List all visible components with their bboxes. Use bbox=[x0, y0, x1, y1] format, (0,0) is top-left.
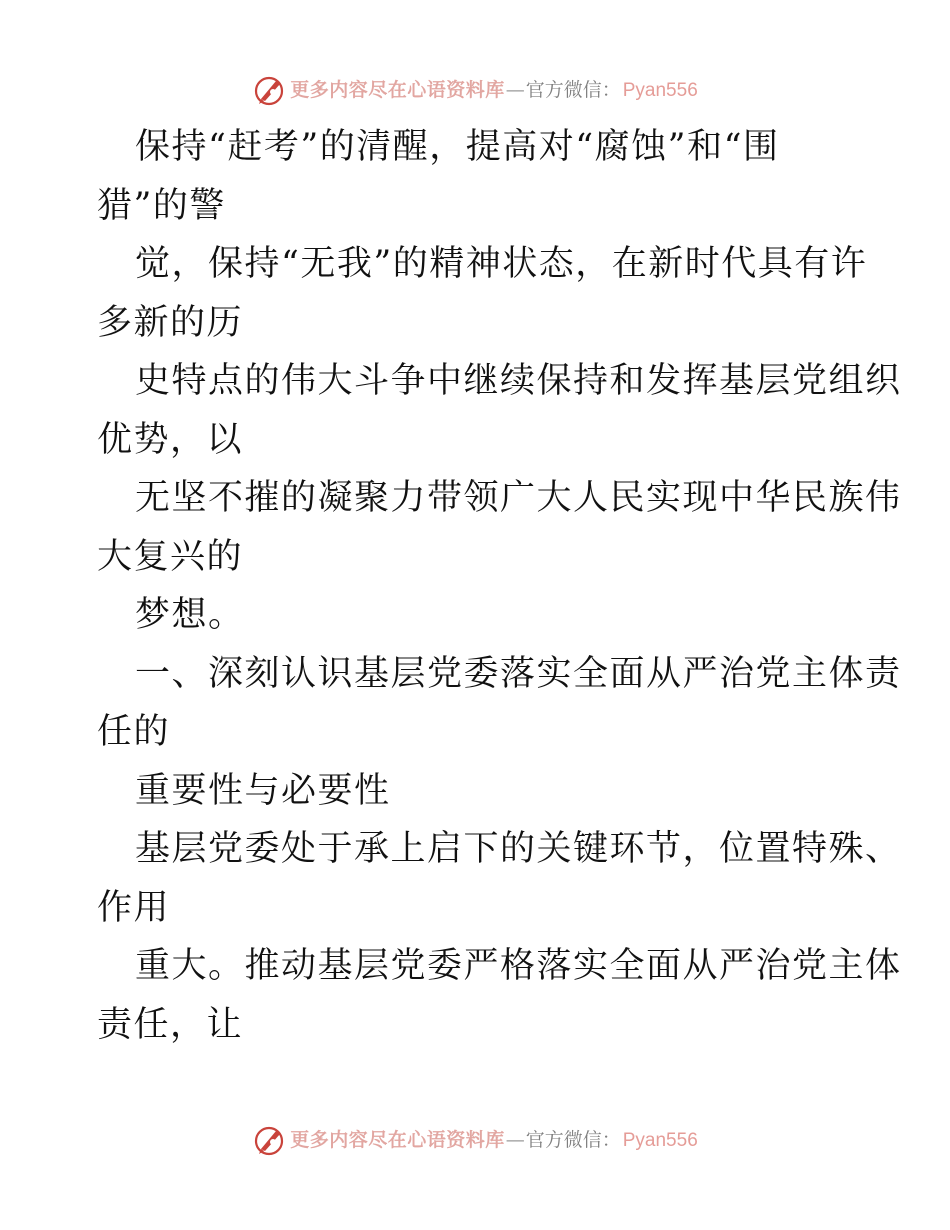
section-heading-line: 一、深刻认识基层党委落实全面从严治党主体责 bbox=[135, 653, 902, 694]
watermark-wechat-id: Pyan556 bbox=[622, 79, 698, 101]
body-line: 保持“赶考”的清醒，提高对“腐蚀”和“围 bbox=[135, 127, 780, 167]
pen-circle-logo-icon bbox=[252, 1123, 286, 1157]
body-line: 作用 bbox=[97, 887, 171, 928]
body-line: 无坚不摧的凝聚力带领广大人民实现中华民族伟 bbox=[135, 478, 902, 518]
body-line: 史特点的伟大斗争中继续保持和发挥基层党组织 bbox=[135, 361, 902, 401]
header-watermark bbox=[0, 70, 950, 110]
body-line: 多新的历 bbox=[97, 302, 244, 343]
watermark-slogan: 更多内容尽在心语资料库 bbox=[290, 78, 505, 101]
body-line: 优势，以 bbox=[97, 419, 244, 460]
body-line: 猎”的警 bbox=[97, 185, 226, 226]
body-line: 重大。推动基层党委严格落实全面从严治党主体 bbox=[135, 946, 902, 986]
body-line: 梦想。 bbox=[135, 595, 245, 635]
footer-watermark bbox=[0, 1120, 950, 1160]
body-line: 责任，让 bbox=[97, 1004, 244, 1045]
watermark-wechat-label: 官方微信： bbox=[525, 1128, 621, 1151]
document-body bbox=[97, 118, 902, 1054]
section-heading-line: 任的 bbox=[97, 712, 171, 752]
pen-circle-logo-icon bbox=[252, 73, 286, 107]
body-line: 大复兴的 bbox=[97, 536, 244, 577]
watermark-wechat-label: 官方微信： bbox=[525, 78, 621, 101]
body-line: 基层党委处于承上启下的关键环节，位置特殊、 bbox=[135, 829, 902, 869]
watermark-slogan: 更多内容尽在心语资料库 bbox=[290, 1128, 505, 1151]
section-heading-line: 重要性与必要性 bbox=[135, 770, 391, 811]
body-line: 觉，保持“无我”的精神状态，在新时代具有许 bbox=[135, 244, 868, 284]
watermark-wechat-id: Pyan556 bbox=[622, 1129, 698, 1151]
watermark-dash: — bbox=[505, 78, 525, 101]
watermark-dash: — bbox=[505, 1128, 525, 1151]
